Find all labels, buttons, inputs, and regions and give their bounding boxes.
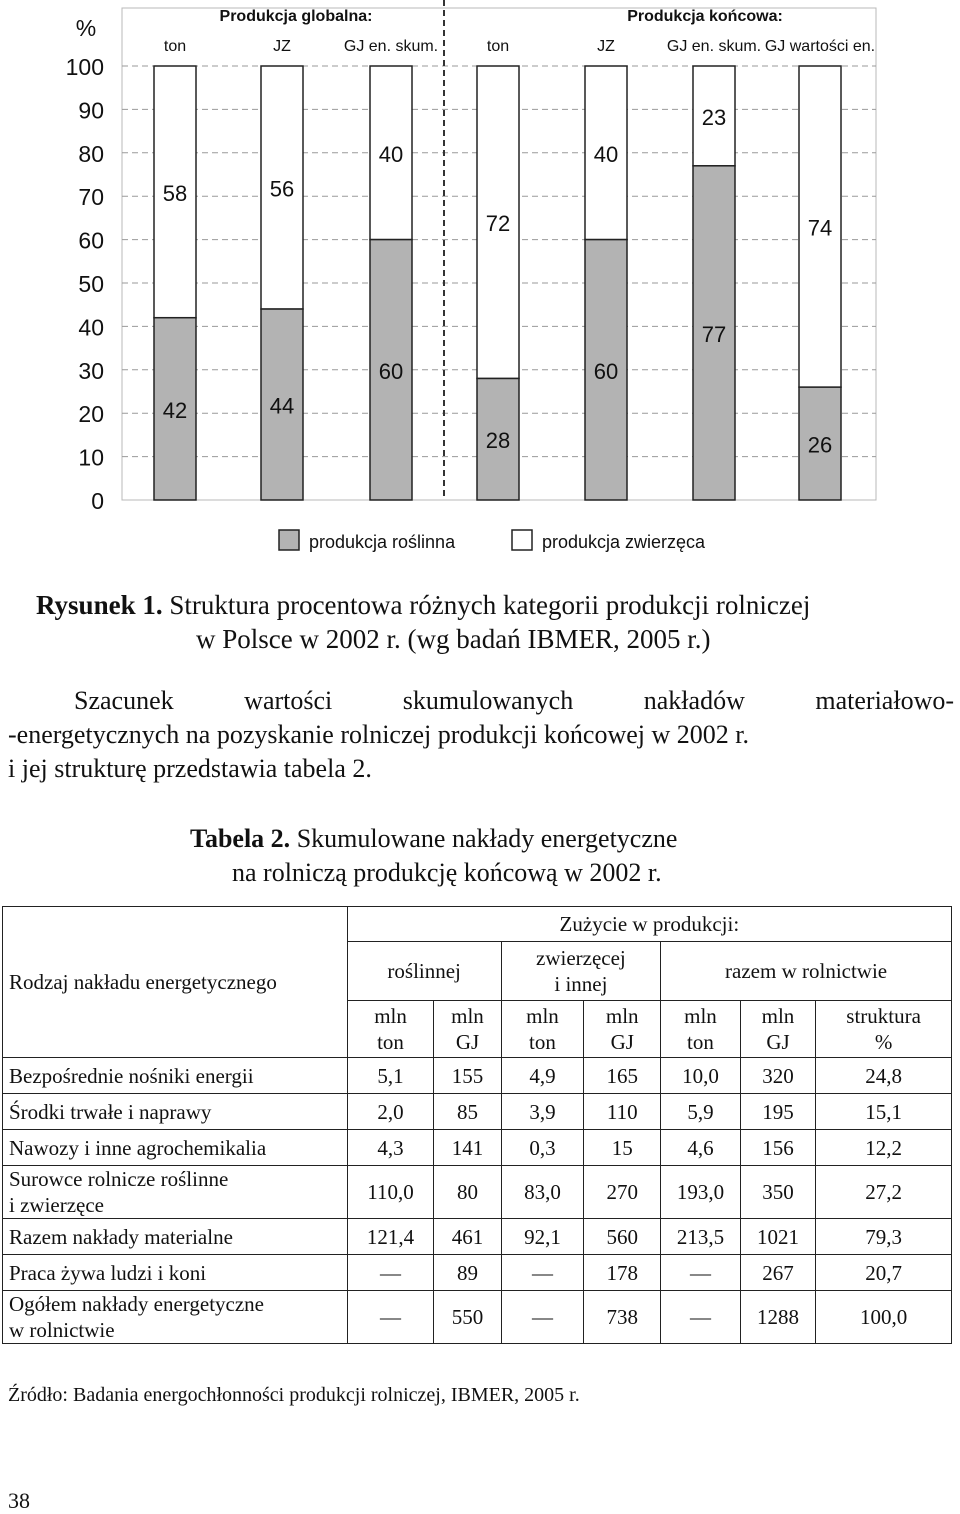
category-label: JZ: [597, 38, 615, 55]
y-unit-label: %: [75, 15, 97, 41]
table-caption-line1: Skumulowane nakłady energetyczne: [296, 824, 678, 853]
table-cell: —: [661, 1255, 741, 1291]
unit-header: mln ton: [501, 1001, 584, 1058]
y-tick-label: 30: [78, 357, 104, 384]
y-tick-label: 10: [78, 444, 104, 471]
legend-label: produkcja roślinna: [309, 532, 456, 552]
y-tick-label: 40: [78, 314, 104, 341]
table-cell: 92,1: [501, 1219, 584, 1255]
table-cell: 193,0: [661, 1166, 741, 1219]
header-total-agriculture: razem w rolnictwie: [661, 942, 952, 1001]
data-label: 58: [162, 180, 188, 206]
data-label: 74: [807, 215, 833, 241]
figure-caption: [36, 588, 936, 656]
header-consumption: Zużycie w produkcji:: [347, 907, 951, 942]
table-cell: 0,3: [501, 1130, 584, 1166]
header-input-type: Rodzaj nakładu energetycznego: [3, 907, 348, 1058]
table-cell: 270: [584, 1166, 661, 1219]
category-label: GJ en. skum.: [666, 38, 762, 55]
table-row: [3, 1058, 952, 1094]
table-cell: 1021: [740, 1219, 815, 1255]
y-tick-label: 0: [91, 488, 104, 514]
table-row: [3, 1291, 952, 1344]
table-caption-line2: na rolniczą produkcję końcową w 2002 r.: [232, 858, 662, 887]
table-cell: 83,0: [501, 1166, 584, 1219]
legend-label: produkcja zwierzęca: [542, 532, 706, 552]
table-cell: 15,1: [816, 1094, 952, 1130]
table-cell: 213,5: [661, 1219, 741, 1255]
data-label: 44: [269, 393, 295, 419]
category-label: JZ: [273, 38, 291, 55]
data-label: 56: [269, 176, 295, 202]
category-label: ton: [486, 38, 510, 55]
data-label: 77: [701, 321, 727, 347]
table-cell: 267: [740, 1255, 815, 1291]
table-cell: 350: [740, 1166, 815, 1219]
table-cell: —: [347, 1291, 434, 1344]
figure-caption-line2: w Polsce w 2002 r. (wg badań IBMER, 2005 r.): [196, 624, 711, 654]
y-tick-label: 80: [78, 140, 104, 167]
row-label: Ogółem nakłady energetyczne w rolnictwie: [3, 1291, 348, 1344]
y-tick-label: 90: [78, 97, 104, 124]
figure-caption-line1: Struktura procentowa różnych kategorii produkcji rolniczej: [169, 590, 811, 620]
data-label: 40: [378, 141, 404, 167]
table-cell: 550: [434, 1291, 501, 1344]
table-cell: 1288: [740, 1291, 815, 1344]
y-tick-label: 100: [65, 54, 104, 80]
y-tick-label: 60: [78, 227, 104, 254]
table-cell: 12,2: [816, 1130, 952, 1166]
category-label: ton: [163, 38, 187, 55]
table-row: [3, 1219, 952, 1255]
table-cell: 320: [740, 1058, 815, 1094]
unit-header: struktura %: [816, 1001, 952, 1058]
data-label: 40: [593, 141, 619, 167]
table-cell: 89: [434, 1255, 501, 1291]
row-label: Surowce rolnicze roślinne i zwierzęce: [3, 1166, 348, 1219]
page-number: 38: [8, 1488, 30, 1513]
table-cell: 4,6: [661, 1130, 741, 1166]
table-cell: 165: [584, 1058, 661, 1094]
legend-swatch: [512, 530, 532, 550]
table-row: [3, 1094, 952, 1130]
table-cell: 5,1: [347, 1058, 434, 1094]
table-cell: 79,3: [816, 1219, 952, 1255]
table-cell: 110: [584, 1094, 661, 1130]
row-label: Bezpośrednie nośniki energii: [3, 1058, 348, 1094]
table-cell: —: [347, 1255, 434, 1291]
data-label: 28: [485, 428, 511, 454]
table-cell: 100,0: [816, 1291, 952, 1344]
table-cell: 141: [434, 1130, 501, 1166]
table-cell: 24,8: [816, 1058, 952, 1094]
data-label: 42: [162, 397, 188, 423]
unit-header: mln ton: [661, 1001, 741, 1058]
table-cell: —: [501, 1255, 584, 1291]
unit-header: mln GJ: [584, 1001, 661, 1058]
table-row: [3, 1166, 952, 1219]
row-label: Razem nakłady materialne: [3, 1219, 348, 1255]
category-label: GJ en. skum.: [343, 38, 439, 55]
legend-swatch: [279, 530, 299, 550]
unit-header: mln GJ: [434, 1001, 501, 1058]
table-cell: 461: [434, 1219, 501, 1255]
table-cell: 178: [584, 1255, 661, 1291]
intro-line3: i jej strukturę przedstawia tabela 2.: [8, 754, 372, 783]
y-tick-label: 50: [78, 271, 104, 297]
table-label: Tabela 2.: [190, 824, 291, 853]
figure-label: Rysunek 1.: [36, 590, 163, 620]
table-caption: [0, 822, 960, 890]
table-cell: 5,9: [661, 1094, 741, 1130]
intro-line2: -energetycznych na pozyskanie rolniczej produkcji końcowej w 2002 r.: [8, 720, 749, 749]
table-cell: 10,0: [661, 1058, 741, 1094]
table-cell: 156: [740, 1130, 815, 1166]
table-cell: 4,3: [347, 1130, 434, 1166]
table-row: [3, 1255, 952, 1291]
table-cell: 27,2: [816, 1166, 952, 1219]
table-cell: 110,0: [347, 1166, 434, 1219]
row-label: Środki trwałe i naprawy: [3, 1094, 348, 1130]
table-cell: 121,4: [347, 1219, 434, 1255]
header-animal: zwierzęcej i innej: [501, 942, 661, 1001]
table-cell: 2,0: [347, 1094, 434, 1130]
group-title: Produkcja globalna:: [219, 8, 373, 25]
table-cell: 80: [434, 1166, 501, 1219]
energy-inputs-table: [2, 906, 952, 1344]
category-label: GJ wartości en.: [764, 38, 876, 55]
table-cell: —: [501, 1291, 584, 1344]
row-label: Nawozy i inne agrochemikalia: [3, 1130, 348, 1166]
table-cell: 195: [740, 1094, 815, 1130]
unit-header: mln ton: [347, 1001, 434, 1058]
data-label: 23: [701, 104, 727, 130]
data-label: 60: [593, 358, 619, 384]
y-tick-label: 70: [78, 184, 104, 211]
table-cell: 738: [584, 1291, 661, 1344]
stacked-bar-chart: [0, 0, 960, 580]
table-cell: 15: [584, 1130, 661, 1166]
table-cell: 560: [584, 1219, 661, 1255]
header-plant: roślinnej: [347, 942, 501, 1001]
row-label: Praca żywa ludzi i koni: [3, 1255, 348, 1291]
data-label: 60: [378, 358, 404, 384]
table-row: [3, 1130, 952, 1166]
group-title: Produkcja końcowa:: [627, 8, 783, 25]
unit-header: mln GJ: [740, 1001, 815, 1058]
source-note: Źródło: Badania energochłonności produkcji rolniczej, IBMER, 2005 r.: [8, 1384, 580, 1406]
table-cell: 155: [434, 1058, 501, 1094]
intro-line1: Szacunek wartości skumulowanych nakładów materiałowo-: [74, 686, 954, 715]
table-cell: 4,9: [501, 1058, 584, 1094]
table-cell: 3,9: [501, 1094, 584, 1130]
y-tick-label: 20: [78, 401, 104, 428]
data-label: 26: [807, 432, 833, 458]
table-cell: —: [661, 1291, 741, 1344]
data-label: 72: [485, 211, 511, 237]
table-header-row-1: [3, 907, 952, 942]
table-cell: 20,7: [816, 1255, 952, 1291]
table-cell: 85: [434, 1094, 501, 1130]
intro-paragraph: [8, 684, 954, 786]
